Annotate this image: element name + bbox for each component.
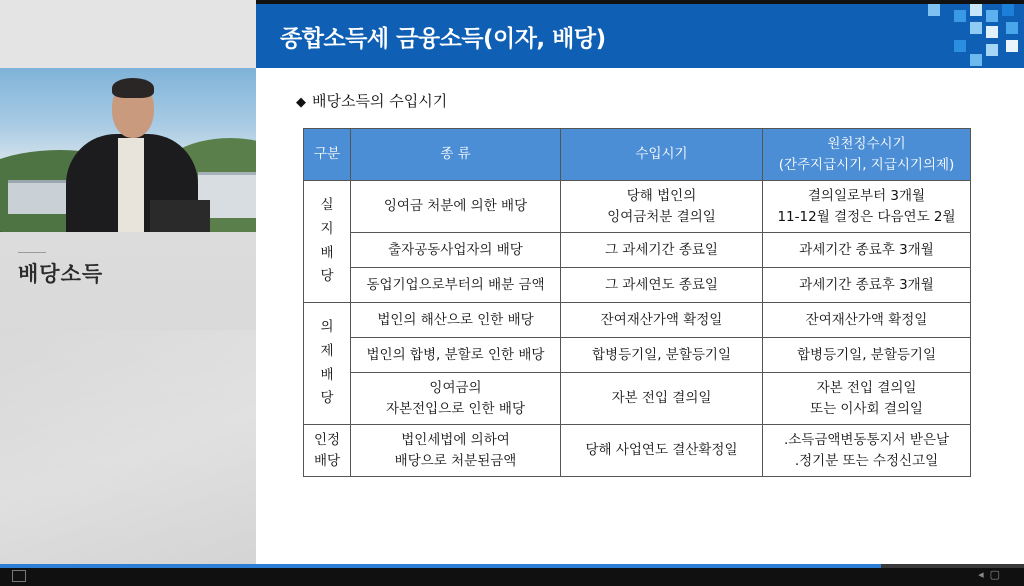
- header-withholding-line: (간주지급시기, 지급시기의제): [778, 156, 955, 173]
- category-char: 지: [320, 220, 334, 237]
- presenter-video[interactable]: [0, 68, 256, 232]
- withholding-timing-cell-line: 11-12월 결정은 다음연도 2월: [777, 208, 956, 225]
- type-cell: [351, 303, 561, 338]
- type-cell-line: 법인세법에 의하여: [401, 431, 510, 448]
- subtitle-text: 배당소득의 수입시기: [312, 92, 448, 110]
- section-label: 배당소득: [18, 262, 104, 286]
- type-cell-line: 출자공동사업자의 배당: [388, 241, 523, 258]
- header-category: 구분: [304, 129, 351, 181]
- category-cell: [304, 181, 351, 303]
- type-cell-line: 법인의 합병, 분할로 인한 배당: [366, 346, 545, 363]
- withholding-timing-cell-line: 과세기간 종료후 3개월: [799, 241, 934, 258]
- income-timing-cell: [561, 268, 763, 303]
- player-logo-icon: [12, 570, 26, 582]
- income-timing-cell-line: 합병등기일, 분할등기일: [592, 346, 731, 363]
- table-header-row: [304, 129, 971, 181]
- withholding-timing-cell-line: .소득금액변동통지서 받은날: [783, 431, 950, 448]
- table-row: [304, 268, 971, 303]
- type-cell: [351, 233, 561, 268]
- withholding-timing-cell-line: .정기분 또는 수정신고일: [794, 452, 939, 469]
- diamond-bullet-icon: ◆: [296, 95, 306, 110]
- income-timing-cell: [561, 233, 763, 268]
- category-char: 인정: [313, 431, 341, 448]
- left-top-strip: [0, 0, 256, 68]
- subtitle-line: [296, 90, 447, 111]
- type-cell-line: 법인의 해산으로 인한 배당: [377, 311, 534, 328]
- withholding-timing-cell-line: 결의일로부터 3개월: [807, 187, 926, 204]
- table-row: [304, 181, 971, 233]
- type-cell-line: 동업기업으로부터의 배분 금액: [366, 276, 545, 293]
- category-cell: [304, 425, 351, 477]
- withholding-timing-cell: [763, 233, 971, 268]
- income-timing-cell: [561, 373, 763, 425]
- podium: [150, 200, 210, 232]
- income-timing-cell: [561, 425, 763, 477]
- type-cell-line: 잉여금 처분에 의한 배당: [383, 198, 528, 215]
- category-char: 당: [320, 390, 334, 407]
- header-income-timing: 수입시기: [561, 129, 763, 181]
- table-row: [304, 233, 971, 268]
- section-divider: [18, 252, 46, 253]
- income-timing-cell-line: 당해 법인의: [626, 187, 697, 204]
- category-char: 제: [320, 342, 334, 359]
- withholding-timing-cell: [763, 303, 971, 338]
- category-char: 의: [320, 319, 334, 336]
- withholding-timing-cell-line: 과세기간 종료후 3개월: [799, 276, 934, 293]
- category-char: 배: [320, 366, 334, 383]
- income-timing-cell-line: 자본 전입 결의일: [611, 390, 712, 407]
- volume-icon[interactable]: ◂: [978, 568, 990, 581]
- player-controls[interactable]: [978, 568, 1006, 581]
- table-row: [304, 373, 971, 425]
- withholding-timing-cell: [763, 373, 971, 425]
- category-char: 실: [320, 197, 334, 214]
- table-row: [304, 303, 971, 338]
- left-panel: [0, 0, 256, 586]
- withholding-timing-cell-line: 자본 전입 결의일: [816, 379, 917, 396]
- type-cell-line: 배당으로 처분된금액: [394, 452, 517, 469]
- table-row: [304, 425, 971, 477]
- withholding-timing-cell-line: 잔여재산가액 확정일: [805, 311, 928, 328]
- type-cell-line: 자본전입으로 인한 배당: [386, 400, 525, 417]
- presenter-hair: [112, 78, 154, 98]
- type-cell: [351, 338, 561, 373]
- header-mosaic-decoration: [924, 4, 1024, 68]
- income-timing-cell: [561, 338, 763, 373]
- income-timing-cell-line: 잉여금처분 결의일: [607, 208, 716, 225]
- income-timing-cell: [561, 181, 763, 233]
- income-timing-cell-line: 그 과세연도 종료일: [605, 276, 718, 293]
- progress-fill: [0, 564, 881, 568]
- income-timing-cell-line: 잔여재산가액 확정일: [600, 311, 723, 328]
- type-cell-line: 잉여금의: [429, 379, 482, 396]
- fullscreen-icon[interactable]: ▢: [989, 568, 1006, 581]
- type-cell: [351, 373, 561, 425]
- withholding-timing-cell-line: 또는 이사회 결의일: [810, 400, 923, 417]
- presenter-shirt: [118, 138, 144, 232]
- withholding-timing-cell: [763, 425, 971, 477]
- slide-header: [256, 4, 1024, 68]
- header-withholding-line: 원천징수시기: [827, 135, 906, 152]
- header-type: 종 류: [351, 129, 561, 181]
- withholding-timing-cell: [763, 338, 971, 373]
- category-char: 배: [320, 244, 334, 261]
- income-timing-cell-line: 당해 사업연도 결산확정일: [585, 442, 738, 459]
- decorative-gradient: [0, 330, 256, 586]
- slide-title: 종합소득세 금융소득(이자, 배당): [280, 26, 606, 52]
- income-timing-cell: [561, 303, 763, 338]
- type-cell: [351, 268, 561, 303]
- category-char: 당: [320, 268, 334, 285]
- type-cell: [351, 425, 561, 477]
- dividend-timing-table: [303, 128, 971, 477]
- table-row: [304, 338, 971, 373]
- withholding-timing-cell: [763, 268, 971, 303]
- type-cell: [351, 181, 561, 233]
- withholding-timing-cell-line: 합병등기일, 분할등기일: [797, 346, 936, 363]
- category-char: 배당: [313, 452, 341, 469]
- withholding-timing-cell: [763, 181, 971, 233]
- category-cell: [304, 303, 351, 425]
- income-timing-cell-line: 그 과세기간 종료일: [605, 241, 718, 258]
- header-withholding-timing: [763, 129, 971, 181]
